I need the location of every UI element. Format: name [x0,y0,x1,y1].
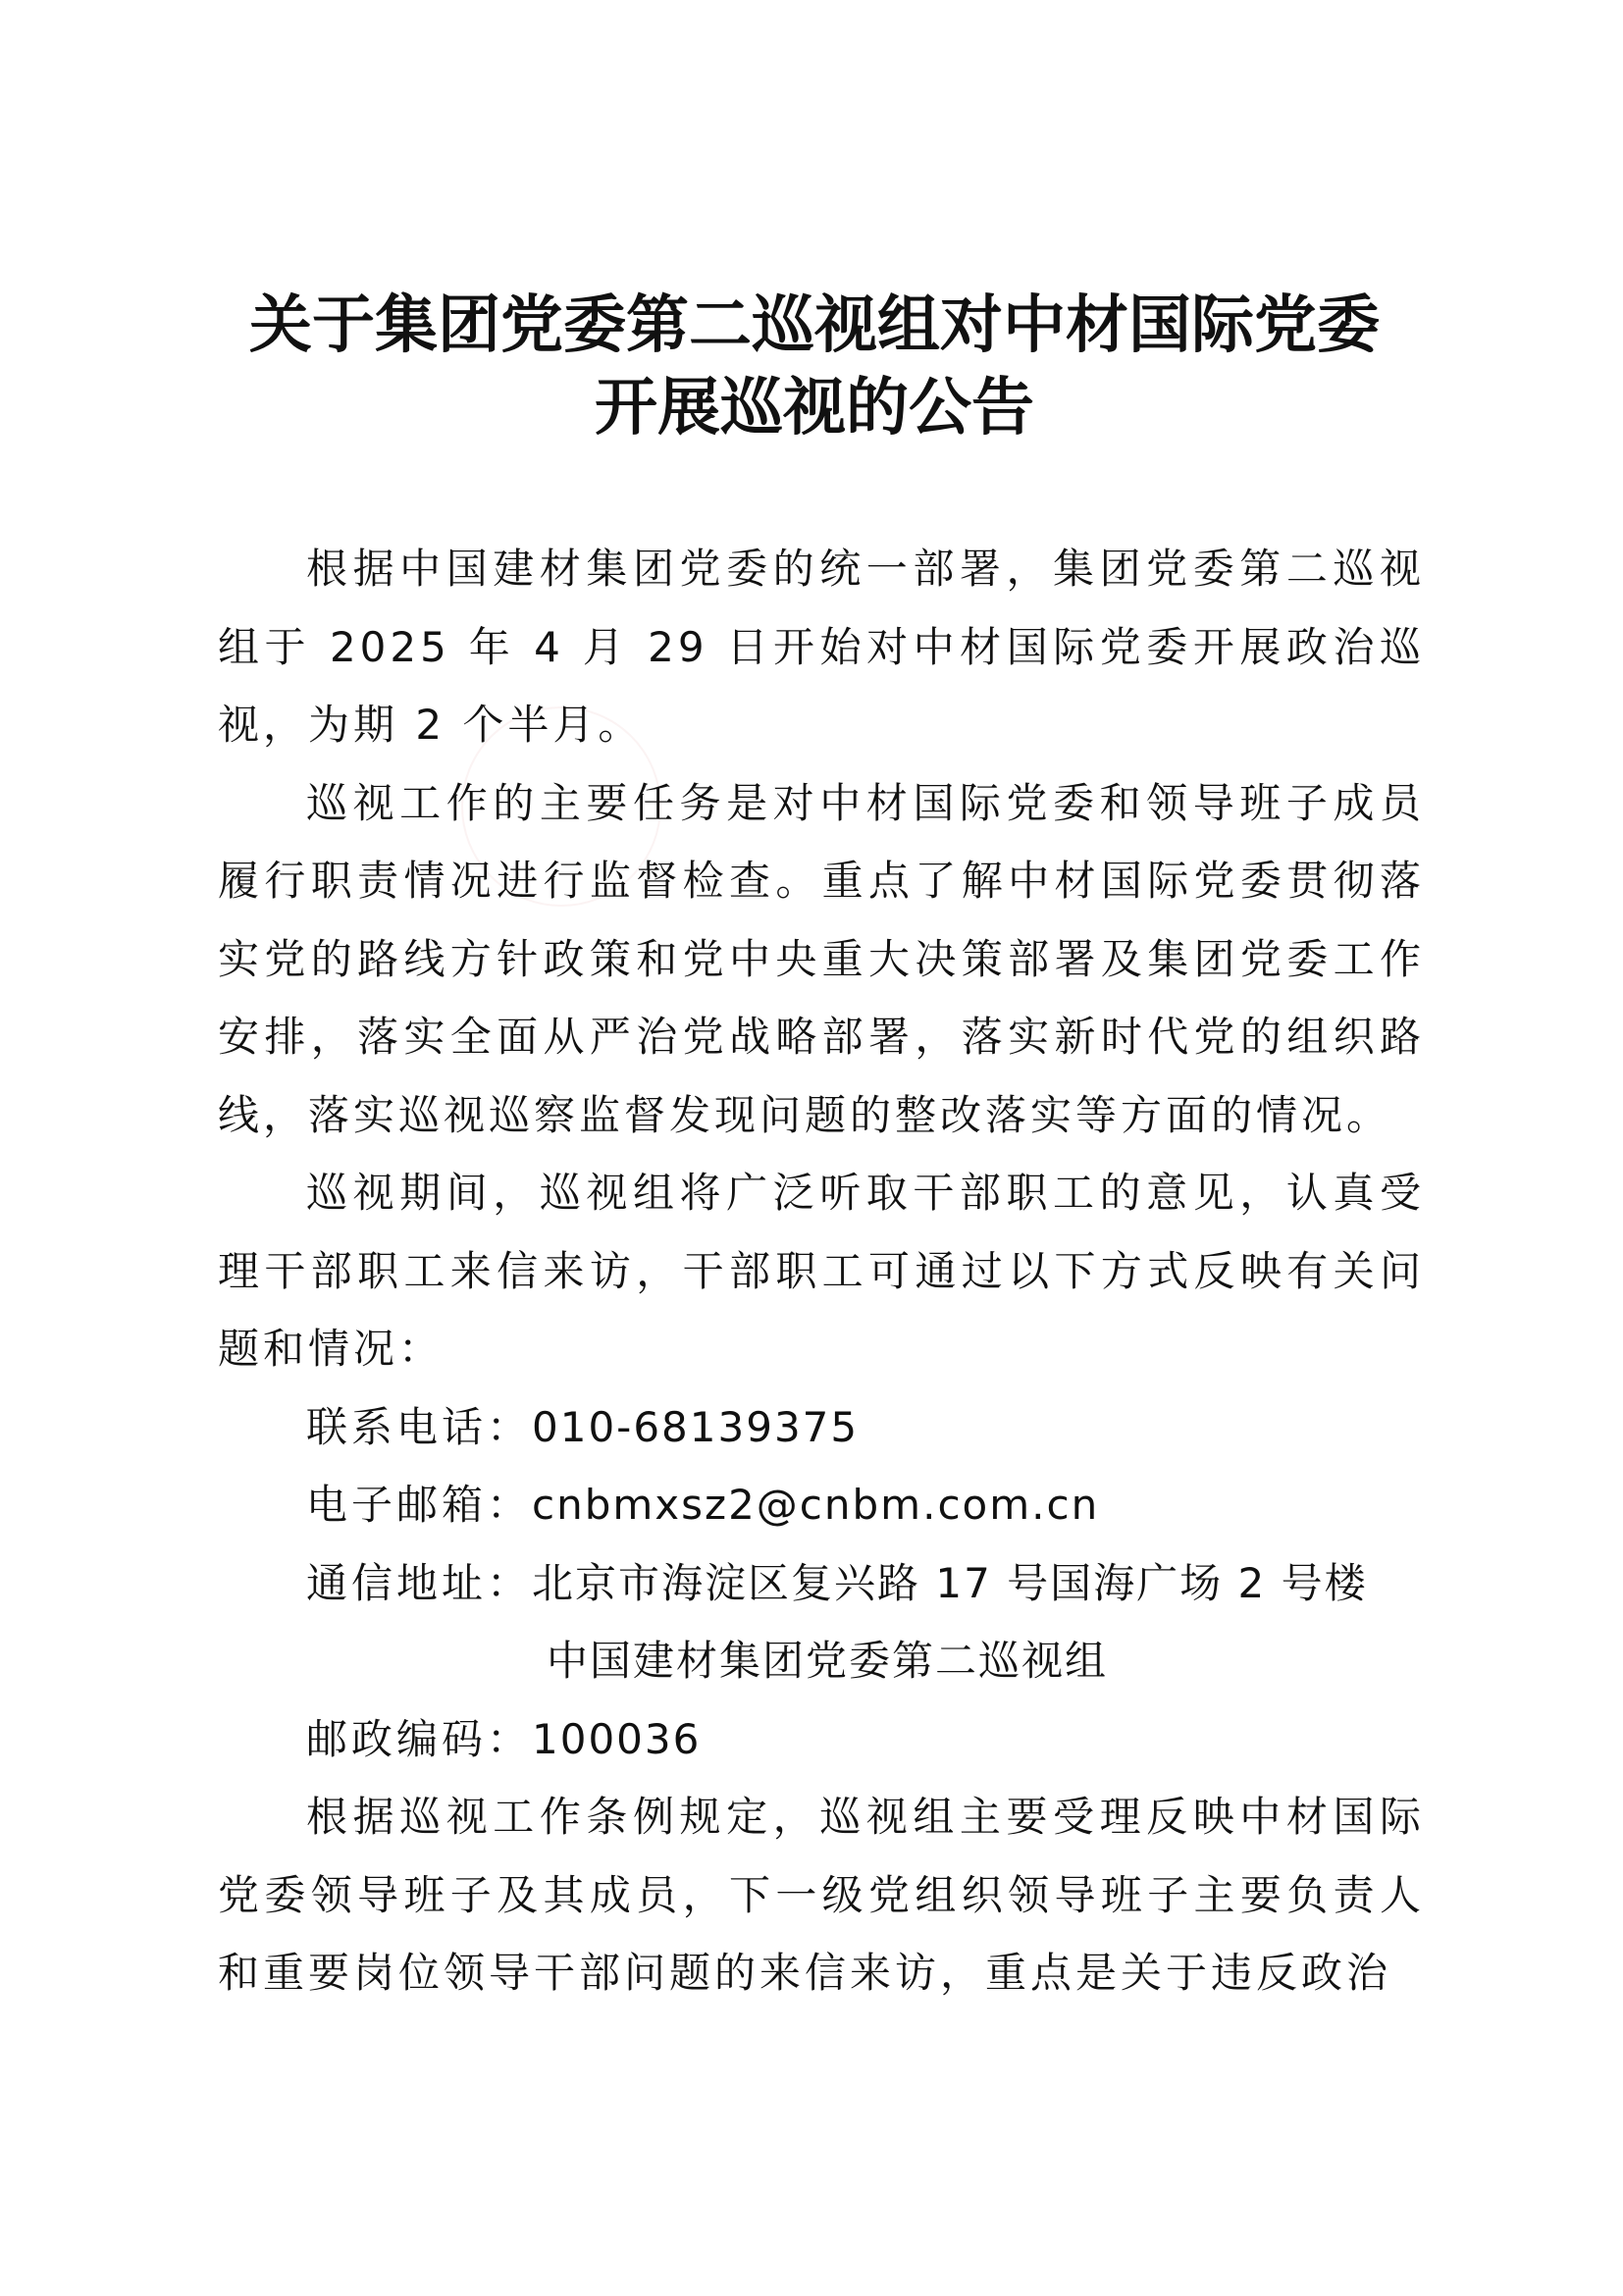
email-label: 电子邮箱： [306,1481,533,1529]
email-value: cnbmxsz2@cnbm.com.cn [532,1481,1100,1529]
postcode-value: 100036 [532,1714,702,1763]
contact-address-continued [218,1622,1425,1700]
document-body [218,530,1425,2012]
contact-postcode [218,1700,1425,1779]
address-line-2: 中国建材集团党委第二巡视组 [547,1637,1109,1685]
paragraph-feedback-channels: 巡视期间，巡视组将广泛听取干部职工的意见，认真受理干部职工来信来访，干部职工可通过以下方式反映有关问题和情况： [218,1169,1425,1373]
address-line-1: 北京市海淀区复兴路 17 号国海广场 2 号楼 [532,1558,1368,1607]
postcode-label: 邮政编码： [306,1714,533,1763]
title-line-2: 开展巡视的公告 [595,371,1034,444]
document-title [196,285,1433,449]
contact-phone [218,1388,1425,1467]
paragraph-inspection-tasks: 巡视工作的主要任务是对中材国际党委和领导班子成员履行职责情况进行监督检查。重点了解中材国际党委贯彻落实党的路线方针政策和党中央重大决策部署及集团党委工作安排，落实全面从严治党战略部署，落实新时代党的组织路线，落实巡视巡察监督发现问题的整改落实等方面的情况。 [218,778,1425,1139]
title-line-1: 关于集团党委第二巡视组对中材国际党委 [249,288,1380,362]
address-label: 通信地址： [306,1558,533,1607]
phone-label: 联系电话： [306,1402,533,1451]
paragraph-scope-of-complaints: 根据巡视工作条例规定，巡视组主要受理反映中材国际党委领导班子及其成员，下一级党组织领导班子主要负责人和重要岗位领导干部问题的来信来访，重点是关于违反政治 [218,1793,1425,1997]
contact-email [218,1466,1425,1544]
contact-address [218,1544,1425,1623]
phone-value: 010-68139375 [532,1402,860,1451]
paragraph-inspection-schedule: 根据中国建材集团党委的统一部署，集团党委第二巡视组于 2025 年 4 月 29 日开始对中材国际党委开展政治巡视，为期 2 个半月。 [218,545,1425,749]
